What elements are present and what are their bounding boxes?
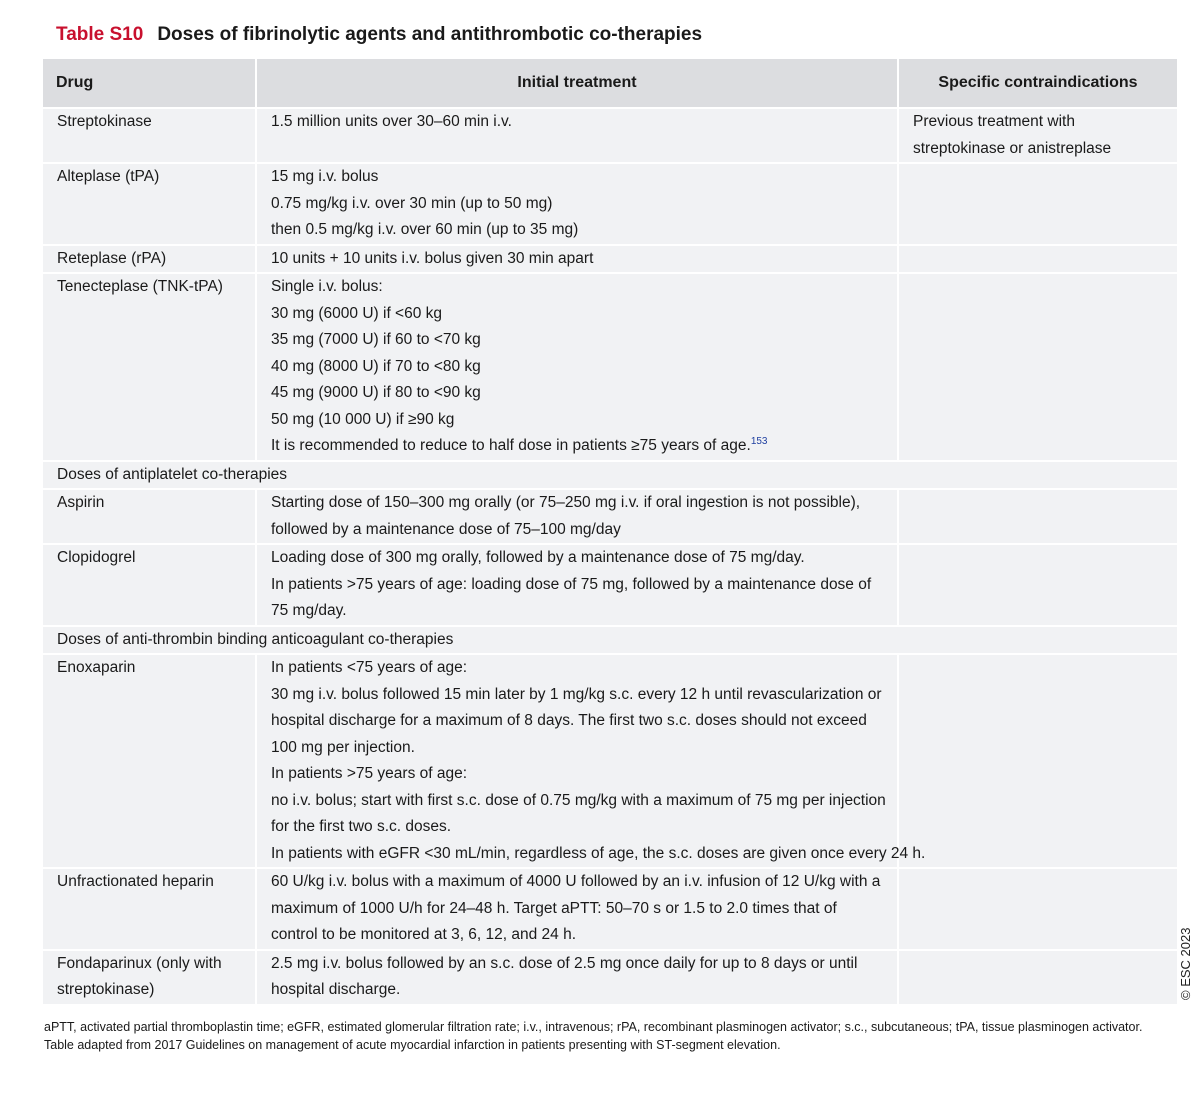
treatment-line <box>271 246 885 273</box>
footnotes <box>44 1018 1180 1054</box>
initial-treatment-cell <box>256 950 898 1004</box>
treatment-text: 45 mg (9000 U) if 80 to <90 kg <box>271 384 481 401</box>
treatment-line <box>271 191 885 218</box>
treatment-text: Loading dose of 300 mg orally, followed by a maintenance dose of 75 mg/day. <box>271 549 805 566</box>
treatment-line <box>271 109 885 136</box>
treatment-text: 60 U/kg i.v. bolus with a maximum of 4000 U followed by an i.v. infusion of 12 U/kg with a <box>271 873 881 890</box>
treatment-text: control to be monitored at 3, 6, 12, and 24 h. <box>271 926 577 943</box>
treatment-text: 2.5 mg i.v. bolus followed by an s.c. dose of 2.5 mg once daily for up to 8 days or until <box>271 954 858 972</box>
contraindications-cell <box>898 108 1177 163</box>
contraindications-cell <box>898 544 1177 626</box>
treatment-line <box>271 380 885 407</box>
treatment-text: 50 mg (10 000 U) if ≥90 kg <box>271 410 455 428</box>
treatment-line <box>271 682 885 709</box>
treatment-line <box>271 761 885 788</box>
treatment-text: 30 mg i.v. bolus followed 15 min later by 1 mg/kg s.c. every 12 h until revascularization or <box>271 685 882 703</box>
treatment-line <box>271 951 885 978</box>
contraindications-cell <box>898 654 1177 868</box>
treatment-line <box>271 896 885 923</box>
treatment-text: 75 mg/day. <box>271 602 347 619</box>
section-heading: Doses of antiplatelet co-therapies <box>43 461 1177 490</box>
treatment-line <box>271 407 885 434</box>
contraindications-cell <box>898 868 1177 950</box>
column-header-initial-treatment: Initial treatment <box>256 59 898 108</box>
treatment-text: In patients >75 years of age: loading dose of 75 mg, followed by a maintenance dose of <box>271 575 872 593</box>
treatment-line <box>271 545 885 572</box>
treatment-line <box>271 327 885 354</box>
initial-treatment-cell <box>256 163 898 245</box>
table-row <box>43 950 1177 1004</box>
treatment-text: In patients with eGFR <30 mL/min, regardless of age, the s.c. doses are given once every 24 h. <box>271 844 926 862</box>
treatment-text: hospital discharge for a maximum of 8 days. The first two s.c. doses should not exceed <box>271 712 867 729</box>
treatment-line <box>271 164 885 191</box>
contraindication-line: Previous treatment with <box>913 113 1075 130</box>
treatment-text: no i.v. bolus; start with first s.c. dose of 0.75 mg/kg with a maximum of 75 mg per injection <box>271 791 886 809</box>
table-row <box>43 245 1177 274</box>
drug-cell: Reteplase (rPA) <box>43 245 256 274</box>
table-row <box>43 273 1177 461</box>
table-row <box>43 489 1177 544</box>
treatment-line <box>271 841 926 868</box>
treatment-line <box>271 814 885 841</box>
table-row <box>43 868 1177 950</box>
treatment-text: In patients <75 years of age: <box>271 659 468 676</box>
contraindication-line: streptokinase or anistreplase <box>913 139 1112 157</box>
treatment-text: Starting dose of 150–300 mg orally (or 75–250 mg i.v. if oral ingestion is not possible), <box>271 494 861 511</box>
column-header-drug: Drug <box>43 59 256 108</box>
drug-cell: Tenecteplase (TNK-tPA) <box>43 273 256 461</box>
treatment-text: 100 mg per injection. <box>271 738 415 756</box>
drug-cell: Alteplase (tPA) <box>43 163 256 245</box>
treatment-line <box>271 869 885 896</box>
treatment-line <box>271 354 885 381</box>
treatment-text: for the first two s.c. doses. <box>271 818 452 835</box>
treatment-line <box>271 274 885 301</box>
treatment-line <box>271 217 885 244</box>
section-row <box>43 626 1177 655</box>
contraindications-cell <box>898 245 1177 274</box>
initial-treatment-cell <box>256 489 898 544</box>
treatment-line <box>271 517 885 544</box>
contraindications-cell <box>898 163 1177 245</box>
treatment-text: In patients >75 years of age: <box>271 765 468 782</box>
table-header-row <box>43 59 1177 108</box>
treatment-text: It is recommended to reduce to half dose in patients ≥75 years of age. <box>271 437 751 454</box>
initial-treatment-cell <box>256 654 926 868</box>
initial-treatment-cell <box>256 273 898 461</box>
treatment-line <box>271 922 885 949</box>
treatment-line <box>271 655 885 682</box>
treatment-line <box>271 433 885 460</box>
treatment-text: hospital discharge. <box>271 981 401 998</box>
treatment-line <box>271 735 885 762</box>
section-row <box>43 461 1177 490</box>
column-header-contraindications: Specific contraindications <box>898 59 1177 108</box>
footnote-abbreviations: aPTT, activated partial thromboplastin time; eGFR, estimated glomerular filtration rate; i.v., intravenous; rPA, recombinant plasminogen activator; s.c., subcutaneous; tPA, tissue plasminogen activator. <box>44 1020 1143 1034</box>
treatment-text: 15 mg i.v. bolus <box>271 168 379 185</box>
initial-treatment-cell <box>256 108 898 163</box>
treatment-text: then 0.5 mg/kg i.v. over 60 min (up to 35 mg) <box>271 221 579 238</box>
treatment-text: followed by a maintenance dose of 75–100 mg/day <box>271 520 621 538</box>
treatment-text: 10 units + 10 units i.v. bolus given 30 min apart <box>271 249 594 267</box>
treatment-text: 40 mg (8000 U) if 70 to <80 kg <box>271 357 481 375</box>
treatment-text: 30 mg (6000 U) if <60 kg <box>271 304 443 322</box>
dosing-table <box>43 59 1177 1004</box>
drug-cell: Unfractionated heparin <box>43 868 256 950</box>
drug-cell: Enoxaparin <box>43 654 256 868</box>
table-caption: Doses of fibrinolytic agents and antithrombotic co-therapies <box>157 24 703 45</box>
treatment-line <box>271 977 885 1004</box>
table-label: Table S10 <box>56 24 144 45</box>
table-title <box>56 24 702 46</box>
initial-treatment-cell <box>256 245 898 274</box>
treatment-text: maximum of 1000 U/h for 24–48 h. Target aPTT: 50–70 s or 1.5 to 2.0 times that of <box>271 899 837 917</box>
table-row <box>43 108 1177 163</box>
treatment-line <box>271 788 885 815</box>
treatment-text: 1.5 million units over 30–60 min i.v. <box>271 113 512 130</box>
treatment-line <box>271 301 885 328</box>
drug-cell: Aspirin <box>43 489 256 544</box>
treatment-line <box>271 598 885 625</box>
table-row <box>43 654 1177 868</box>
initial-treatment-cell <box>256 868 898 950</box>
footnote-source: Table adapted from 2017 Guidelines on management of acute myocardial infarction in patients presenting with ST-segment elevation. <box>44 1038 781 1052</box>
copyright-notice: © ESC 2023 <box>1178 927 1193 1000</box>
treatment-line <box>271 490 885 517</box>
contraindications-cell <box>898 489 1177 544</box>
reference-link[interactable]: 153 <box>750 435 768 447</box>
table-row <box>43 544 1177 626</box>
table-body <box>43 108 1177 1004</box>
drug-cell: Streptokinase <box>43 108 256 163</box>
treatment-line <box>271 708 885 735</box>
contraindications-cell <box>898 273 1177 461</box>
treatment-text: 35 mg (7000 U) if 60 to <70 kg <box>271 331 481 348</box>
treatment-text: Single i.v. bolus: <box>271 278 383 295</box>
treatment-line <box>271 572 885 599</box>
treatment-text: 0.75 mg/kg i.v. over 30 min (up to 50 mg) <box>271 194 553 212</box>
table-row <box>43 163 1177 245</box>
initial-treatment-cell <box>256 544 898 626</box>
drug-cell: Fondaparinux (only with streptokinase) <box>43 950 256 1004</box>
contraindications-cell <box>898 950 1177 1004</box>
section-heading: Doses of anti-thrombin binding anticoagulant co-therapies <box>43 626 1177 655</box>
drug-cell: Clopidogrel <box>43 544 256 626</box>
